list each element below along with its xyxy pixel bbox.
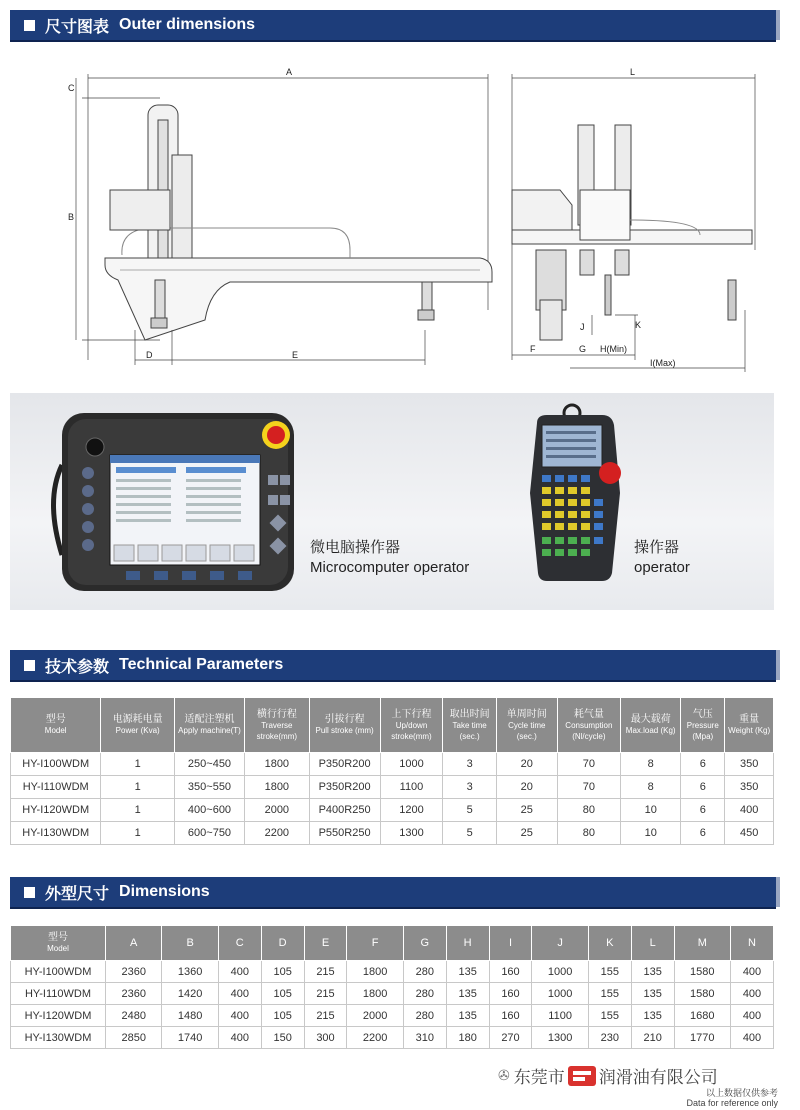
- table-row: [11, 822, 774, 845]
- value-cell: 2000: [347, 1005, 403, 1027]
- table-row: [11, 983, 774, 1005]
- table-header-row: [11, 698, 774, 753]
- model-cell: HY-I100WDM: [11, 961, 106, 983]
- banner-cn: 外型尺寸: [45, 885, 110, 903]
- col-header-6: 取出时间 Take time (sec.): [443, 698, 497, 753]
- dim-label-L: L: [630, 67, 636, 77]
- dim-label-G: G: [579, 344, 587, 354]
- dim-label-I: I(Max): [650, 358, 676, 368]
- value-cell: 6: [681, 776, 725, 799]
- square-icon: [24, 887, 35, 898]
- dim-label-H: H(Min): [600, 344, 627, 354]
- value-cell: 1420: [162, 983, 218, 1005]
- col-header-1: 电源耗电量 Power (Kva): [101, 698, 175, 753]
- value-cell: 135: [446, 961, 489, 983]
- value-cell: 400: [730, 961, 773, 983]
- value-cell: 2850: [106, 1027, 162, 1049]
- col-header-9: 最大载荷 Max.load (Kg): [621, 698, 681, 753]
- col-header-L: L: [631, 926, 674, 961]
- model-cell: HY-I130WDM: [11, 822, 101, 845]
- value-cell: 400: [218, 1027, 261, 1049]
- col-header-I: I: [489, 926, 532, 961]
- value-cell: 1: [101, 799, 175, 822]
- value-cell: 25: [496, 799, 557, 822]
- handheld-operator-image: [522, 403, 632, 583]
- value-cell: 80: [557, 822, 620, 845]
- value-cell: 8: [621, 753, 681, 776]
- value-cell: 1000: [380, 753, 443, 776]
- value-cell: 1680: [674, 1005, 730, 1027]
- col-header-G: G: [403, 926, 446, 961]
- value-cell: 215: [304, 961, 347, 983]
- value-cell: 210: [631, 1027, 674, 1049]
- value-cell: 400: [218, 983, 261, 1005]
- model-cell: HY-I130WDM: [11, 1027, 106, 1049]
- operator-caption: 操作器 operator: [634, 539, 690, 576]
- square-icon: [24, 660, 35, 671]
- value-cell: 1000: [532, 961, 588, 983]
- value-cell: 160: [489, 961, 532, 983]
- value-cell: P400R250: [309, 799, 380, 822]
- col-header-5: 上下行程 Up/down stroke(mm): [380, 698, 443, 753]
- col-header-N: N: [730, 926, 773, 961]
- value-cell: 155: [588, 1005, 631, 1027]
- col-header-8: 耗气量 Consumption (Nl/cycle): [557, 698, 620, 753]
- value-cell: 10: [621, 822, 681, 845]
- value-cell: 3: [443, 753, 497, 776]
- col-header-11: 重量 Weight (Kg): [725, 698, 774, 753]
- value-cell: 215: [304, 1005, 347, 1027]
- value-cell: 1360: [162, 961, 218, 983]
- table-row: [11, 1005, 774, 1027]
- value-cell: 135: [446, 1005, 489, 1027]
- square-icon: [24, 20, 35, 31]
- value-cell: 350: [725, 753, 774, 776]
- dim-label-J: J: [580, 322, 585, 332]
- col-header-C: C: [218, 926, 261, 961]
- value-cell: 105: [261, 961, 304, 983]
- model-cell: HY-I120WDM: [11, 799, 101, 822]
- banner-en: Technical Parameters: [119, 656, 284, 673]
- value-cell: 350~550: [174, 776, 244, 799]
- value-cell: 230: [588, 1027, 631, 1049]
- dim-label-E: E: [292, 350, 299, 360]
- value-cell: 1800: [245, 753, 310, 776]
- value-cell: 6: [681, 753, 725, 776]
- value-cell: 300: [304, 1027, 347, 1049]
- value-cell: 105: [261, 1005, 304, 1027]
- value-cell: 400: [218, 961, 261, 983]
- watermark: ✇ 东莞市 润滑油有限公司: [498, 1063, 718, 1088]
- value-cell: 1: [101, 753, 175, 776]
- technical-parameters-table: [10, 697, 774, 845]
- value-cell: 1800: [245, 776, 310, 799]
- value-cell: P350R200: [309, 776, 380, 799]
- value-cell: 10: [621, 799, 681, 822]
- value-cell: 280: [403, 1005, 446, 1027]
- value-cell: 450: [725, 822, 774, 845]
- dim-label-F: F: [530, 344, 536, 354]
- table-row: [11, 753, 774, 776]
- value-cell: 1000: [532, 983, 588, 1005]
- value-cell: 400: [725, 799, 774, 822]
- company-logo-icon: [567, 1064, 597, 1088]
- col-header-3: 横行行程 Traverse stroke(mm): [245, 698, 310, 753]
- value-cell: 280: [403, 961, 446, 983]
- reference-note-en: Data for reference only: [686, 1098, 778, 1108]
- table-row: [11, 961, 774, 983]
- value-cell: 400: [730, 983, 773, 1005]
- dimensions-table: [10, 925, 774, 1049]
- model-cell: HY-I110WDM: [11, 776, 101, 799]
- value-cell: 5: [443, 822, 497, 845]
- dim-label-D: D: [146, 350, 153, 360]
- value-cell: 1800: [347, 961, 403, 983]
- value-cell: 400: [218, 1005, 261, 1027]
- col-header-B: B: [162, 926, 218, 961]
- value-cell: 6: [681, 822, 725, 845]
- section-banner-outer-dimensions: [10, 10, 776, 42]
- value-cell: 160: [489, 983, 532, 1005]
- col-header-7: 单周时间 Cycle time (sec.): [496, 698, 557, 753]
- value-cell: 105: [261, 983, 304, 1005]
- value-cell: 6: [681, 799, 725, 822]
- value-cell: P550R250: [309, 822, 380, 845]
- value-cell: 25: [496, 822, 557, 845]
- dim-label-A: A: [286, 67, 293, 77]
- value-cell: 1770: [674, 1027, 730, 1049]
- value-cell: 400: [730, 1005, 773, 1027]
- value-cell: 20: [496, 753, 557, 776]
- value-cell: 135: [631, 961, 674, 983]
- dim-label-K: K: [635, 320, 642, 330]
- value-cell: 1800: [347, 983, 403, 1005]
- banner-en: Outer dimensions: [119, 16, 256, 33]
- col-header-M: M: [674, 926, 730, 961]
- value-cell: 135: [631, 1005, 674, 1027]
- value-cell: 135: [446, 983, 489, 1005]
- col-header-2: 适配注塑机 Apply machine(T): [174, 698, 244, 753]
- value-cell: 1200: [380, 799, 443, 822]
- table-row: [11, 1027, 774, 1049]
- model-cell: HY-I120WDM: [11, 1005, 106, 1027]
- value-cell: 2200: [347, 1027, 403, 1049]
- col-header-F: F: [347, 926, 403, 961]
- value-cell: 350: [725, 776, 774, 799]
- value-cell: 8: [621, 776, 681, 799]
- value-cell: 2000: [245, 799, 310, 822]
- col-header-A: A: [106, 926, 162, 961]
- value-cell: 1100: [380, 776, 443, 799]
- value-cell: 155: [588, 983, 631, 1005]
- value-cell: 2360: [106, 983, 162, 1005]
- value-cell: 2360: [106, 961, 162, 983]
- col-header-10: 气压 Pressure (Mpa): [681, 698, 725, 753]
- value-cell: 1580: [674, 961, 730, 983]
- operators-panel: [10, 393, 774, 610]
- value-cell: 1: [101, 776, 175, 799]
- microcomputer-operator-image: [40, 405, 310, 595]
- col-header-J: J: [532, 926, 588, 961]
- value-cell: 1580: [674, 983, 730, 1005]
- value-cell: 180: [446, 1027, 489, 1049]
- banner-en: Dimensions: [119, 883, 210, 900]
- model-cell: HY-I100WDM: [11, 753, 101, 776]
- value-cell: 1300: [380, 822, 443, 845]
- value-cell: 20: [496, 776, 557, 799]
- value-cell: 80: [557, 799, 620, 822]
- section-banner-dimensions: [10, 877, 776, 909]
- value-cell: 280: [403, 983, 446, 1005]
- table-row: [11, 799, 774, 822]
- value-cell: 215: [304, 983, 347, 1005]
- value-cell: 250~450: [174, 753, 244, 776]
- section-banner-technical-parameters: [10, 650, 776, 682]
- value-cell: 270: [489, 1027, 532, 1049]
- outer-dimensions-drawing: [60, 60, 770, 380]
- value-cell: 1100: [532, 1005, 588, 1027]
- microcomputer-operator-caption: 微电脑操作器 Microcomputer operator: [310, 539, 470, 576]
- col-header-model: 型号 Model: [11, 926, 106, 961]
- value-cell: 1300: [532, 1027, 588, 1049]
- value-cell: 1: [101, 822, 175, 845]
- col-header-0: 型号 Model: [11, 698, 101, 753]
- value-cell: P350R200: [309, 753, 380, 776]
- value-cell: 310: [403, 1027, 446, 1049]
- value-cell: 400: [730, 1027, 773, 1049]
- value-cell: 2200: [245, 822, 310, 845]
- table-row: [11, 776, 774, 799]
- col-header-E: E: [304, 926, 347, 961]
- col-header-H: H: [446, 926, 489, 961]
- value-cell: 5: [443, 799, 497, 822]
- col-header-K: K: [588, 926, 631, 961]
- col-header-D: D: [261, 926, 304, 961]
- value-cell: 155: [588, 961, 631, 983]
- dim-label-C: C: [68, 83, 75, 93]
- reference-note-cn: 以上数据仅供参考: [705, 1088, 778, 1098]
- value-cell: 400~600: [174, 799, 244, 822]
- value-cell: 135: [631, 983, 674, 1005]
- value-cell: 2480: [106, 1005, 162, 1027]
- value-cell: 1740: [162, 1027, 218, 1049]
- col-header-4: 引拔行程 Pull stroke (mm): [309, 698, 380, 753]
- banner-cn: 尺寸图表: [45, 18, 110, 36]
- value-cell: 3: [443, 776, 497, 799]
- value-cell: 1480: [162, 1005, 218, 1027]
- dim-label-B: B: [68, 212, 75, 222]
- value-cell: 150: [261, 1027, 304, 1049]
- model-cell: HY-I110WDM: [11, 983, 106, 1005]
- value-cell: 70: [557, 753, 620, 776]
- banner-cn: 技术参数: [45, 658, 110, 676]
- wechat-icon: ✇: [498, 1067, 510, 1083]
- value-cell: 600~750: [174, 822, 244, 845]
- value-cell: 160: [489, 1005, 532, 1027]
- value-cell: 70: [557, 776, 620, 799]
- table-header-row: [11, 926, 774, 961]
